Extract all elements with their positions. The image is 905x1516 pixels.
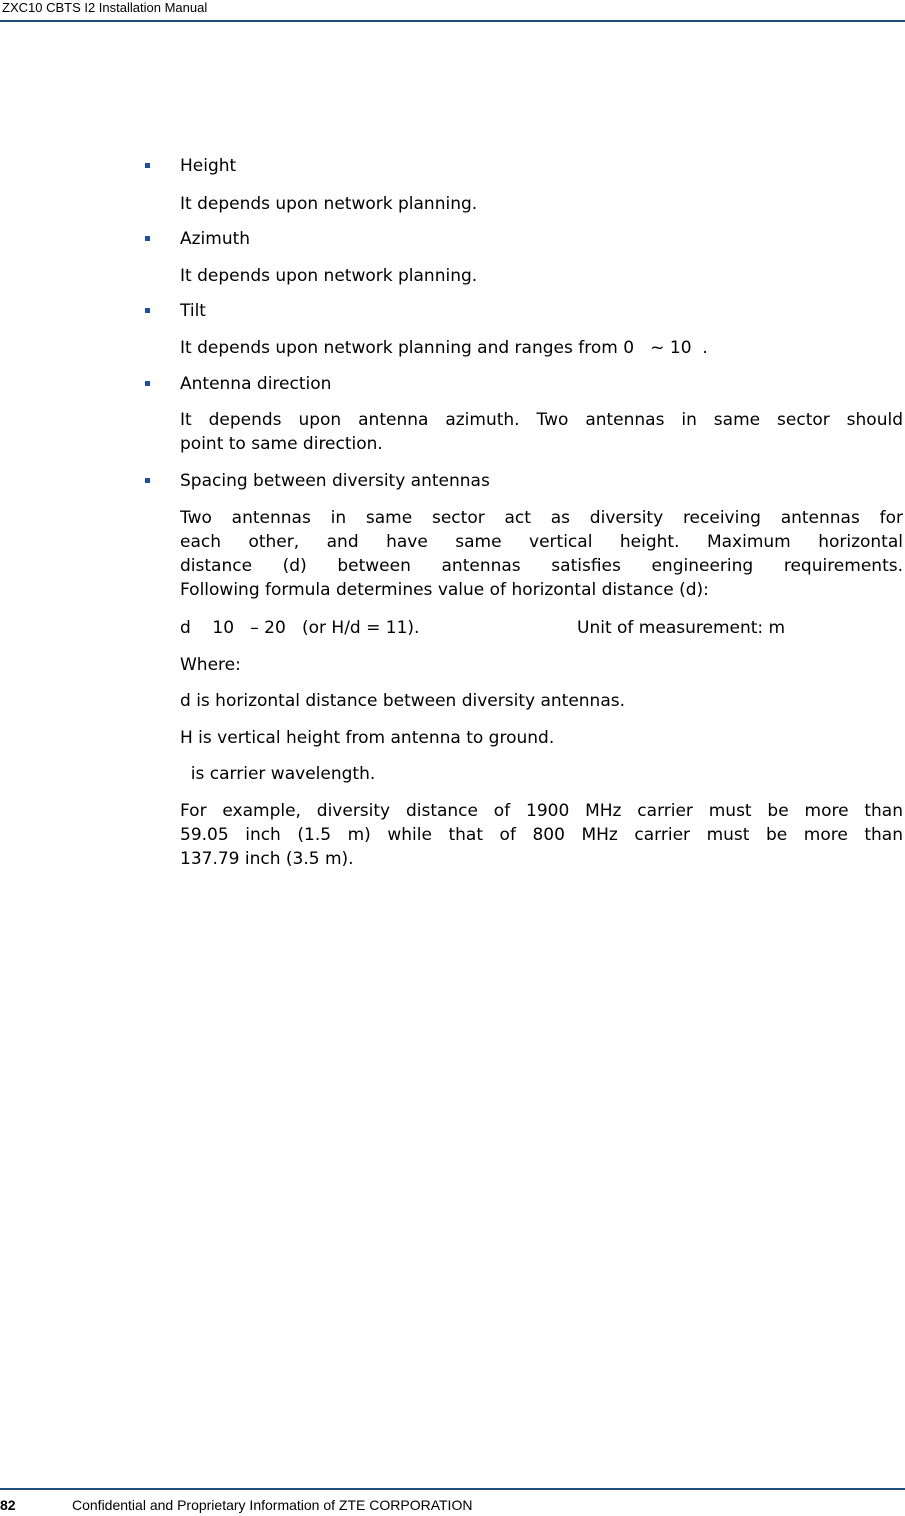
body-line: 59.05 inch (1.5 m) while that of 800 MHz carrier must be more than (180, 825, 903, 845)
bullet-heading: Spacing between diversity antennas (180, 471, 490, 491)
definition-h: H is vertical height from antenna to ground. (180, 728, 555, 748)
body-line: For example, diversity distance of 1900 MHz carrier must be more than (180, 801, 903, 821)
example-paragraph (180, 799, 903, 871)
bullet-square-icon (145, 236, 150, 241)
bullet-square-icon (145, 381, 150, 386)
header-title: ZXC10 CBTS I2 Installation Manual (2, 0, 208, 15)
bullet-square-icon (145, 163, 150, 168)
bullet-square-icon (145, 308, 150, 313)
header-rule (0, 20, 905, 22)
body-line: point to same direction. (180, 434, 383, 454)
spacing-formula (180, 616, 903, 640)
body-line: 137.79 inch (3.5 m). (180, 849, 354, 869)
page-footer (0, 1486, 905, 1516)
body-line: distance (d) between antennas satisfies engineering requirements. (180, 556, 903, 576)
bullet-heading: Tilt (180, 301, 206, 321)
bullet-heading: Height (180, 156, 237, 176)
azimuth-body: It depends upon network planning. (180, 266, 478, 286)
body-line: Following formula determines value of horizontal distance (d): (180, 580, 709, 600)
formula-expression: d 10 – 20 (or H/d = 11). (180, 618, 420, 638)
height-body: It depends upon network planning. (180, 194, 478, 214)
body-line: each other, and have same vertical height. Maximum horizontal (180, 532, 903, 552)
bullet-heading: Antenna direction (180, 374, 332, 394)
antenna-direction-body (180, 408, 903, 456)
bullet-heading: Azimuth (180, 229, 251, 249)
tilt-body: It depends upon network planning and ranges from 0 ~ 10 . (180, 338, 708, 358)
definition-lambda: is carrier wavelength. (180, 764, 376, 784)
spacing-body (180, 506, 903, 602)
definition-d: d is horizontal distance between diversity antennas. (180, 691, 626, 711)
footer-rule (0, 1488, 905, 1490)
bullet-square-icon (145, 478, 150, 483)
where-label: Where: (180, 655, 241, 675)
page-header (0, 0, 905, 22)
body-line: Two antennas in same sector act as diversity receiving antennas for (180, 508, 903, 528)
page-number: 82 (0, 1497, 16, 1513)
body-line: It depends upon antenna azimuth. Two antennas in same sector should (180, 410, 903, 430)
formula-unit: Unit of measurement: m (577, 618, 786, 638)
footer-confidential-text: Confidential and Proprietary Information of ZTE CORPORATION (72, 1497, 473, 1513)
